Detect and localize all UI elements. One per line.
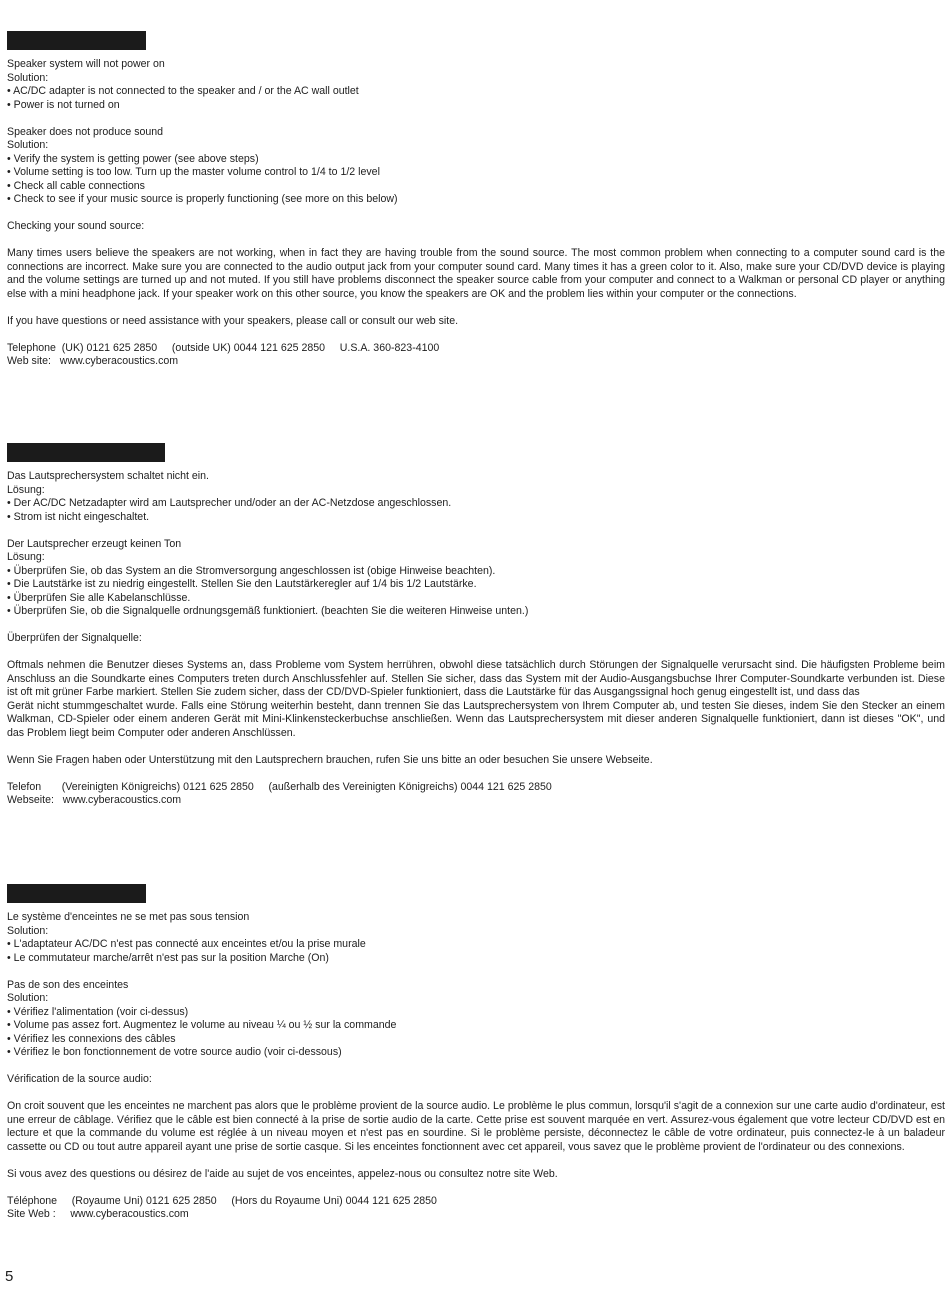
list-item: • Überprüfen Sie, ob das System an die Stromversorgung angeschlossen ist (obige Hinweise beachten). [7,564,496,577]
website-line: Site Web : www.cyberacoustics.com [7,1208,189,1220]
list-item: • Le commutateur marche/arrêt n'est pas sur la position Marche (On) [7,951,329,964]
body-paragraph: On croit souvent que les enceintes ne marchent pas alors que le problème provient de la source audio. Le problème le plus commun, lorsqu'il s'agit de a connexion sur une carte audio d'ordinateur, est une erreur de câblage. Vérifiez que le câble est bien connecté à la prise de sortie audio de la carte. Cette prise est souvent marquée en vert. Assurez-vous également que votre lecteur CD/DVD est en lecture et que la commande du volume est réglée à un niveau moyen et n'est pas en sourdine. Si le problème persiste, déconnectez le câble de votre ordinateur, puis connectez-le à un baladeur cassette ou CD ou tout autre appareil ayant une prise de sortie casque. Si les enceintes fonctionnent avec cet appareil, vous savez que le problème provient de l'ordinateur ou des connexions. [7,1100,945,1153]
problem-heading: Der Lautsprecher erzeugt keinen Ton [7,537,182,550]
list-item: • Überprüfen Sie, ob die Signalquelle ordnungsgemäß funktioniert. (beachten Sie die weiteren Hinweise unten.) [7,605,529,617]
help-text: Wenn Sie Fragen haben oder Unterstützung mit den Lautsprechern brauchen, rufen Sie uns bitte an oder besuchen Sie unsere Webseite. [7,753,653,766]
body-paragraph: Many times users believe the speakers are not working, when in fact they are having trouble from the sound source. The most common problem when connecting to a computer sound card is the connections are incorrect. Make sure you are connected to the audio output jack from your computer sound card. Many times it has a green color to it. Also, make sure your CD/DVD device is playing and the volume settings are turned up and not muted. If you still have problems disconnect the speaker source cable from your computer and connect to a Walkman or personal CD player or anything else with a mini headphone jack. If your speaker work on this other source, you know the speakers are OK and the problem lies within your computer or the connections. [7,247,945,300]
page-number: 5 [5,1268,14,1285]
list-item: • L'adaptateur AC/DC n'est pas connecté aux enceintes et/ou la prise murale [7,938,366,950]
section-body [7,58,945,369]
phone-line: Téléphone (Royaume Uni) 0121 625 2850 (Hors du Royaume Uni) 0044 121 625 2850 [7,1194,437,1207]
solution-label: Lösung: [7,551,45,563]
list-item: • Die Lautstärke ist zu niedrig eingestellt. Stellen Sie den Lautstärkeregler auf 1/4 bis 1/2 Lautstärke. [7,578,477,590]
problem-heading: Pas de son des enceintes [7,978,129,991]
section-german [7,443,945,808]
section-english [7,31,945,369]
list-item: • Check all cable connections [7,179,145,192]
website-line: Webseite: www.cyberacoustics.com [7,794,182,806]
list-item: • Check to see if your music source is properly functioning (see more on this below) [7,193,398,205]
help-text: If you have questions or need assistance with your speakers, please call or consult our web site. [7,314,459,327]
help-text: Si vous avez des questions ou désirez de l'aide au sujet de vos enceintes, appelez-nous ou consultez notre site Web. [7,1167,558,1180]
list-item: • Volume pas assez fort. Augmentez le volume au niveau ¼ ou ½ sur la commande [7,1019,397,1031]
problem-heading: Le système d'enceintes ne se met pas sous tension [7,911,250,923]
phone-line: Telefon (Vereinigten Königreichs) 0121 625 2850 (außerhalb des Vereinigten Königreichs) 0044 121 625 2850 [7,780,552,793]
list-item: • Power is not turned on [7,98,120,111]
check-heading: Vérification de la source audio: [7,1073,152,1085]
list-item: • Der AC/DC Netzadapter wird am Lautsprecher und/oder an der AC-Netzdose angeschlossen. [7,497,452,509]
check-heading: Überprüfen der Signalquelle: [7,632,142,644]
list-item: • AC/DC adapter is not connected to the speaker and / or the AC wall outlet [7,85,359,97]
section-body [7,911,945,1222]
problem-heading: Das Lautsprechersystem schaltet nicht ein. [7,470,209,482]
list-item: • Vérifiez le bon fonctionnement de votre source audio (voir ci-dessous) [7,1046,342,1058]
list-item: • Vérifiez les connexions des câbles [7,1032,176,1045]
section-header-bar [7,884,146,903]
website-line: Web site: www.cyberacoustics.com [7,355,179,367]
section-body [7,470,945,808]
section-header-bar [7,31,146,50]
body-paragraph-continued: Gerät nicht stummgeschaltet wurde. Falls eine Störung weiterhin besteht, dann trennen Sie das Lautsprechersystem von Ihrem Computer ab, und testen Sie dieses, indem Sie den Stecker an einem Walkman, CD-Spieler oder einem anderen Gerät mit Mini-Klinkensteckerbuchse anschließen. Wenn das Lautsprechersystem mit dieser anderen Signalquelle funktioniert, dann ist dieses "OK", und das Problem liegt beim Computer oder anderen Anschlüssen. [7,699,945,739]
phone-line: Telephone (UK) 0121 625 2850 (outside UK) 0044 121 625 2850 U.S.A. 360-823-4100 [7,341,440,354]
list-item: • Verify the system is getting power (see above steps) [7,152,259,165]
list-item: • Vérifiez l'alimentation (voir ci-dessus) [7,1005,189,1018]
solution-label: Solution: [7,139,49,151]
solution-label: Solution: [7,71,49,84]
solution-label: Solution: [7,924,49,937]
solution-label: Solution: [7,992,49,1004]
problem-heading: Speaker system will not power on [7,58,165,70]
section-header-bar [7,443,165,462]
body-paragraph: Oftmals nehmen die Benutzer dieses Systems an, dass Probleme vom System herrühren, obwohl diese tatsächlich durch Störungen der Signalquelle verursacht sind. Die häufigsten Probleme beim Anschluss an die Soundkarte eines Computers treten durch Anschlussfehler auf. Stellen Sie sicher, dass das System mit der Audio-Ausgangsbuchse Ihrer Computer-Soundkarte verbunden ist. Diese ist oft mit grüner Farbe markiert. Stellen Sie zudem sicher, dass der CD/DVD-Spieler funktioniert, dass die Lautstärke für das Ausgangssignal hoch genug eingestellt ist, und dass das [7,659,945,698]
list-item: • Volume setting is too low. Turn up the master volume control to 1/4 to 1/2 level [7,166,380,178]
list-item: • Strom ist nicht eingeschaltet. [7,510,150,523]
list-item: • Überprüfen Sie alle Kabelanschlüsse. [7,591,191,604]
section-french [7,884,945,1222]
problem-heading: Speaker does not produce sound [7,125,164,138]
solution-label: Lösung: [7,483,45,496]
check-heading: Checking your sound source: [7,220,145,232]
